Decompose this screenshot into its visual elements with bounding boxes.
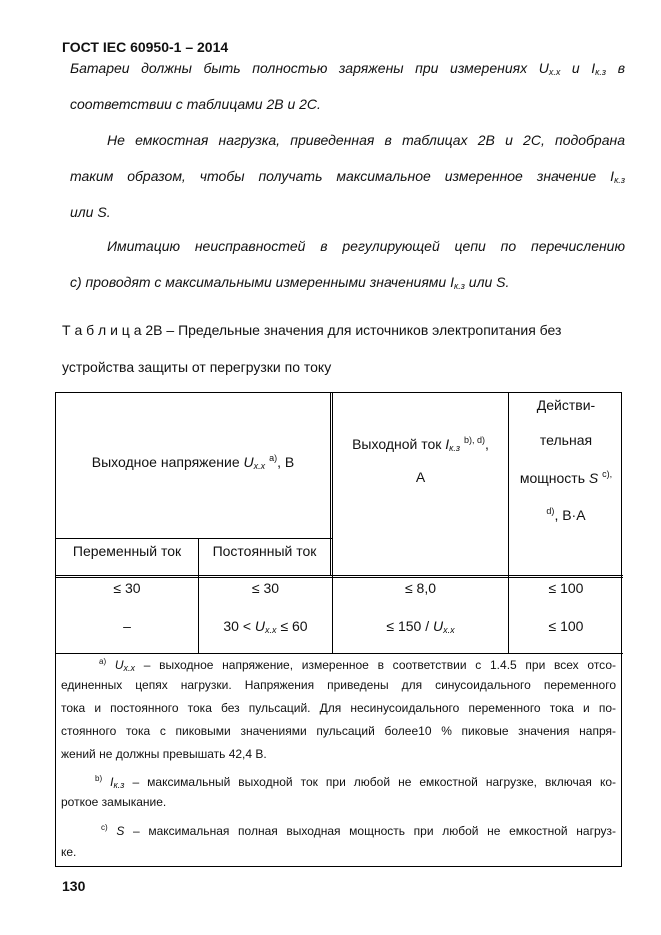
para2-line3: или S. xyxy=(70,204,111,220)
para1-line2: соответствии с таблицами 2В и 2С. xyxy=(70,96,321,112)
header-output-voltage: Выходное напряжение $U_{х.х}$ $^{а)}$, В xyxy=(91,453,295,471)
header-output-current-unit: А xyxy=(415,469,426,485)
note-b-line2: роткое замыкание. xyxy=(61,795,167,809)
cell-r2-ac: – xyxy=(123,618,131,634)
cell-r2-power: ≤ 100 xyxy=(548,618,584,634)
header-output-current: Выходной ток $I_{к.з}$ $^{b), d)}$, xyxy=(352,435,489,453)
cell-r1-power: ≤ 100 xyxy=(548,580,584,596)
cell-r2-current: ≤ $150 / U_{х.х}$ xyxy=(386,618,455,635)
row-divider xyxy=(56,538,332,539)
para2-line2: таким образом, чтобы получать максимальное измеренное значение $I_{к.з}$ xyxy=(70,168,625,185)
note-a-line3: тока и постоянного тока без пульсаций. Для несинусоидального переменного тока и по- xyxy=(61,701,616,715)
header-ac: Переменный ток xyxy=(72,543,182,559)
para3-line2: с) проводят с максимальными измеренными значениями $I_{к.з}$ или S. xyxy=(70,274,510,291)
header-power-line4: $^{d)}$, В·А xyxy=(546,506,586,523)
header-dc: Постоянный ток xyxy=(212,543,317,559)
note-b-line1: $^{b)}$ $I_{к.з}$ – максимальный выходной ток при любой не емкостной нагрузке, включая ко- xyxy=(95,774,616,790)
note-c-line2: ке. xyxy=(61,845,77,859)
note-a-line1: $^{a)}$ $U_{х.х}$ – выходное напряжение, измеренное в соответствии с 1.4.5 при всех отсо- xyxy=(99,657,616,673)
col-divider xyxy=(330,393,331,576)
note-a-line5: жений не должны превышать 42,4 В. xyxy=(61,747,267,761)
header-power-line2: тельная xyxy=(539,432,593,448)
cell-r1-current: ≤ 8,0 xyxy=(404,580,437,596)
table-caption-line2: устройства защиты от перегрузки по току xyxy=(62,359,332,375)
row-divider xyxy=(56,577,623,578)
note-a-line4: стоянного тока с пиковыми значениями пульсаций более10 % пиковые значения напря- xyxy=(61,724,616,738)
table-caption-line1: Т а б л и ц а 2В – Предельные значения для источников электропитания без xyxy=(62,322,562,338)
cell-r2-dc: $30 < U_{х.х} \le 60$ xyxy=(223,618,308,635)
document-header: ГОСТ IEC 60950-1 – 2014 xyxy=(62,39,229,55)
cell-r1-dc: ≤ 30 xyxy=(251,580,280,596)
header-power-line3: мощность S $^{c),}$ xyxy=(519,469,613,486)
note-c-line1: $^{c)}$ S – максимальная полная выходная мощность при любой не емкостной нагруз- xyxy=(101,823,616,838)
header-power-line1: Действи- xyxy=(536,397,596,413)
para1-line1: Батареи должны быть полностью заряжены при измерениях $U_{х.х}$ и $I_{к.з}$ в xyxy=(70,60,625,77)
row-divider xyxy=(56,575,623,576)
note-a-line2: единенных цепях нагрузки. Напряжения приведены для синусоидального переменного xyxy=(61,678,616,692)
para3-line1: Имитацию неисправностей в регулирующей цепи по перечислению xyxy=(107,238,625,254)
page-number: 130 xyxy=(62,878,86,894)
para2-line1: Не емкостная нагрузка, приведенная в таблицах 2В и 2С, подобрана xyxy=(107,132,625,148)
cell-r1-ac: ≤ 30 xyxy=(113,580,141,596)
